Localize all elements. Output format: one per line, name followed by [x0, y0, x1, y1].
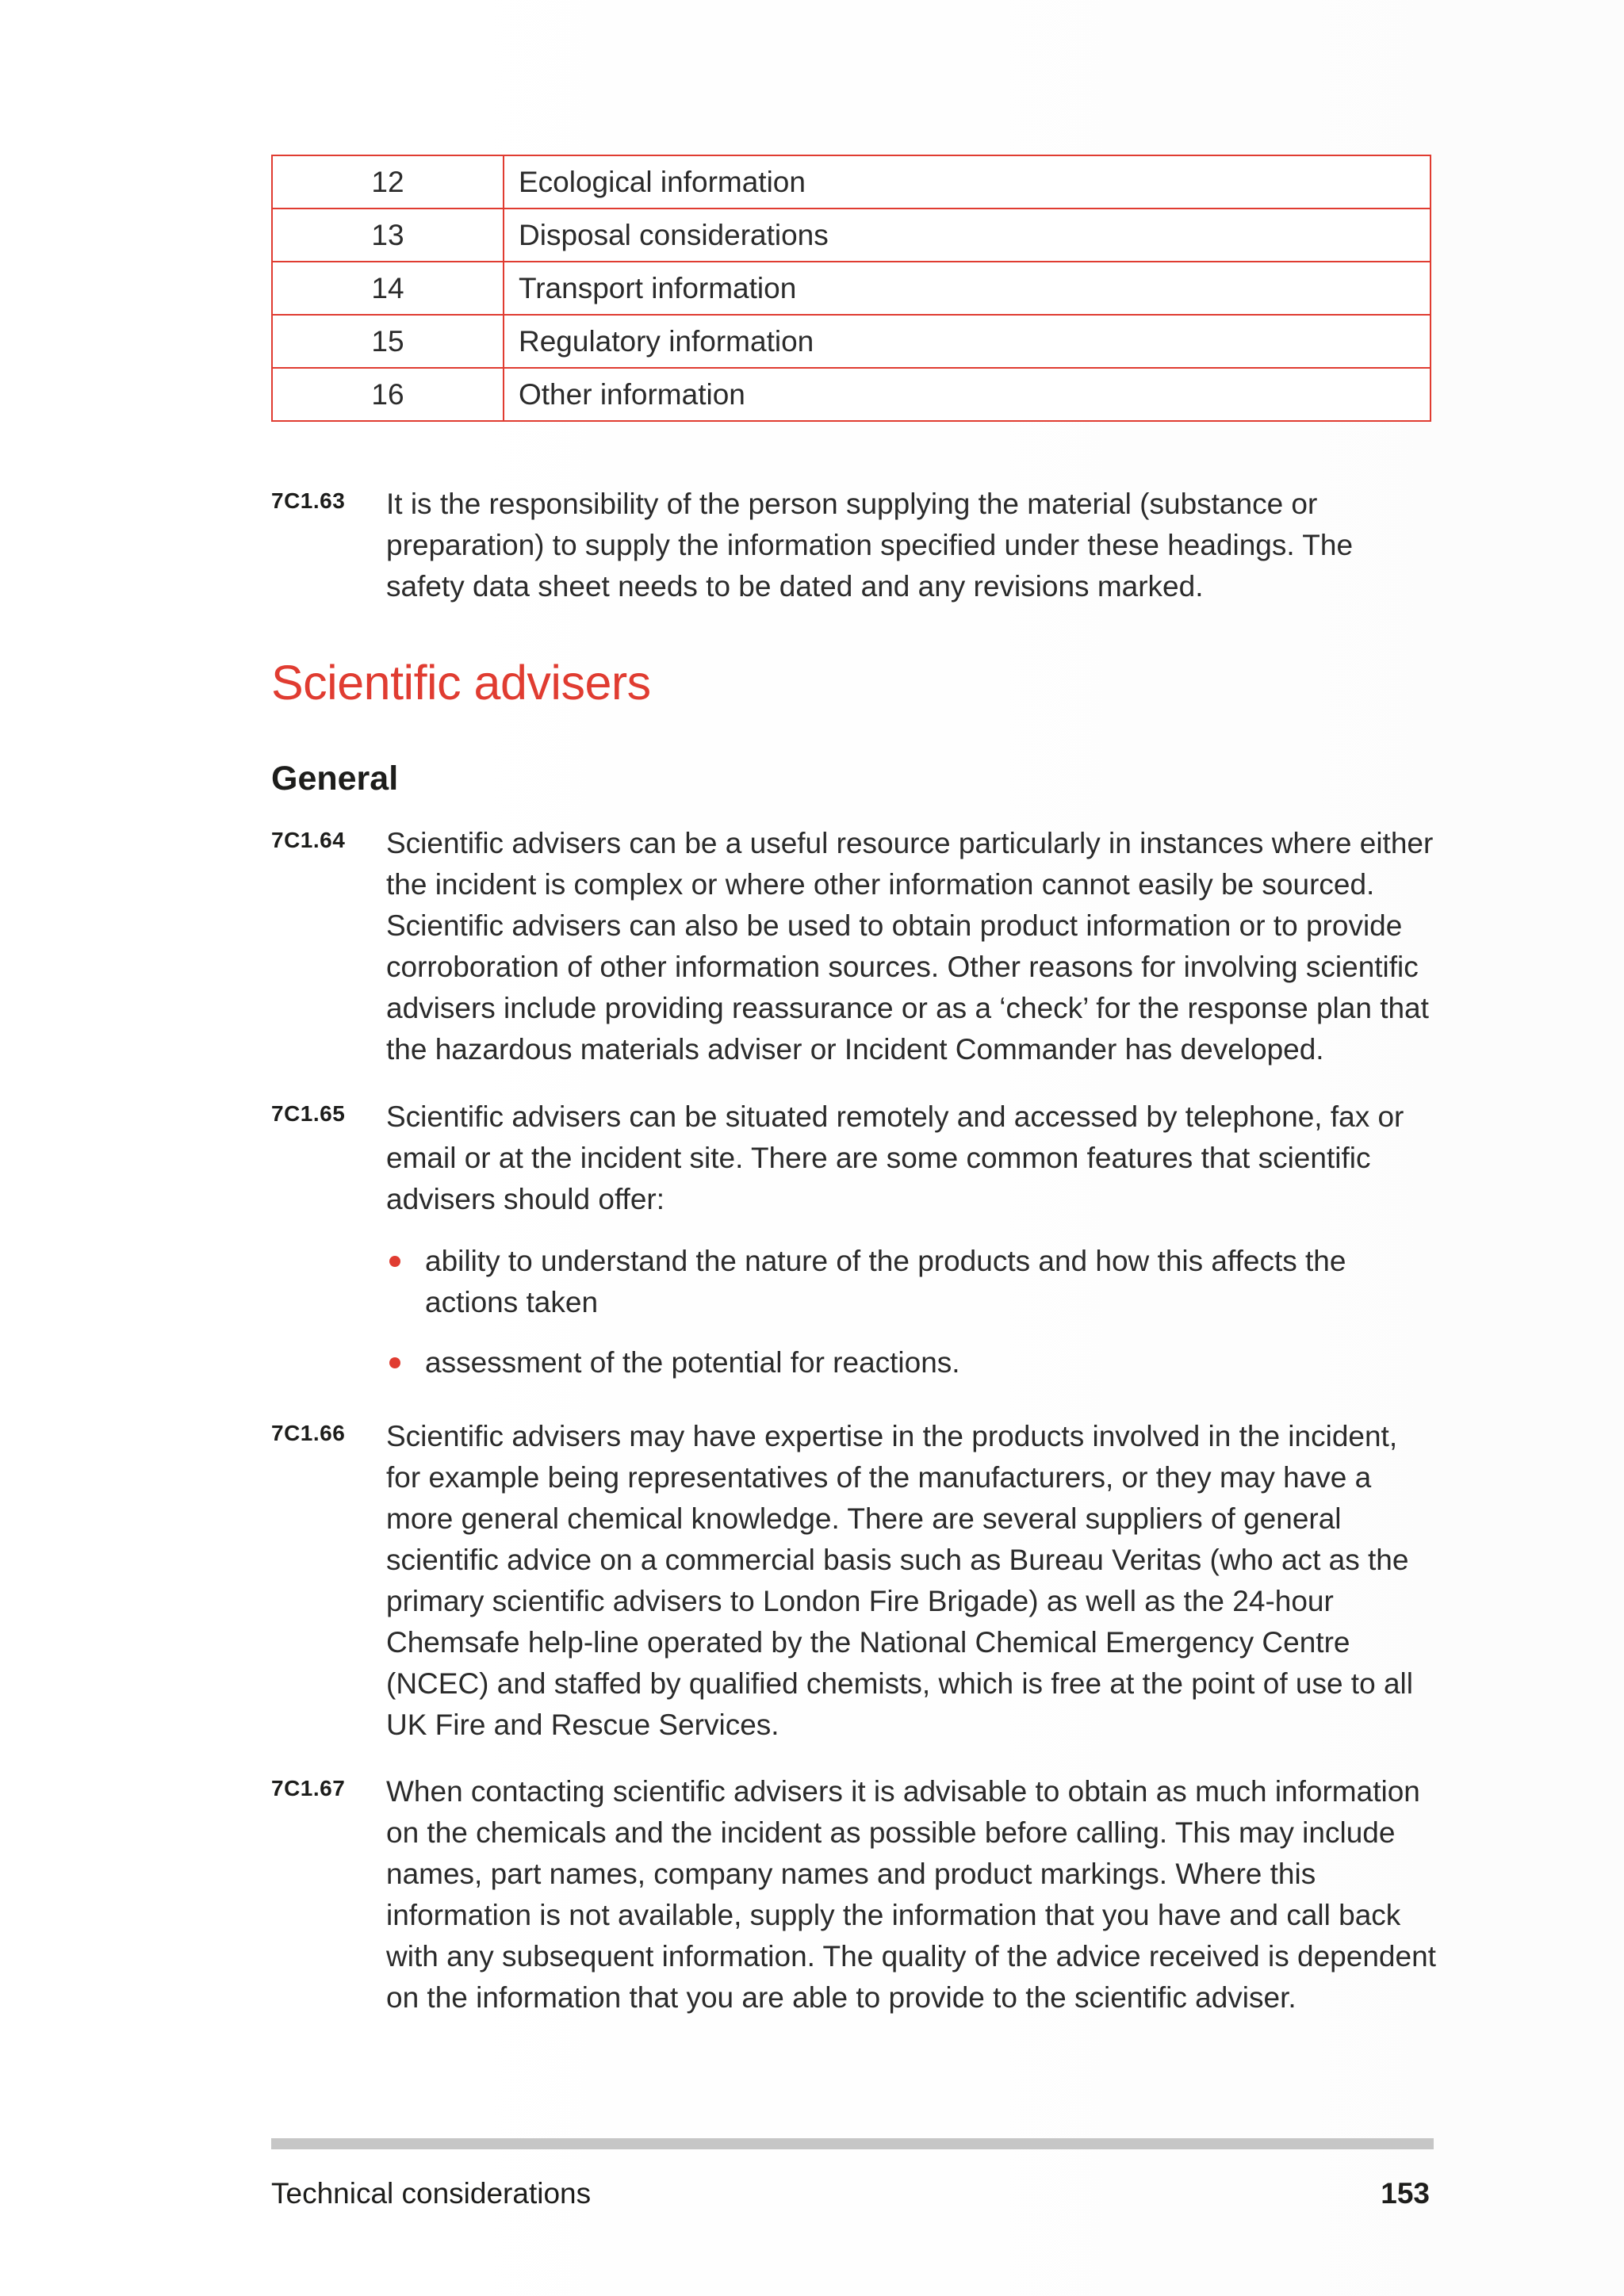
- table-cell-heading: Other information: [504, 368, 1431, 421]
- page-number: 153: [1381, 2177, 1430, 2210]
- paragraph-7c1-67: [271, 1771, 1437, 2019]
- paragraph-number: 7C1.64: [271, 828, 346, 852]
- table-row: [272, 209, 1431, 262]
- paragraph-7c1-63: [271, 484, 1437, 607]
- paragraph-text: Scientific advisers can be situated remotely and accessed by telephone, fax or email or at the incident site. There are some common features that scientific advisers should offer:: [386, 1100, 1404, 1215]
- footer-rule: [271, 2138, 1434, 2149]
- sds-headings-table: [271, 155, 1431, 422]
- table-cell-number: 16: [272, 368, 504, 421]
- table-row: [272, 315, 1431, 368]
- bullet-dot-icon: [389, 1357, 400, 1368]
- table-row: [272, 262, 1431, 315]
- paragraph-number: 7C1.67: [271, 1776, 346, 1800]
- table-cell-number: 12: [272, 155, 504, 209]
- list-item: [386, 1241, 1433, 1323]
- paragraph-text: Scientific advisers may have expertise in the products involved in the incident, for example being representatives of the manufacturers, or they may have a more general chemical knowledge. There are several suppliers of general scientific advice on a commercial basis such as Bureau Veritas (who act as the primary scientific advisers to London Fire Brigade) as well as the 24-hour Chemsafe help-line operated by the National Chemical Emergency Centre (NCEC) and staffed by qualified chemists, which is free at the point of use to all UK Fire and Rescue Services.: [386, 1420, 1413, 1741]
- list-item: [386, 1342, 1433, 1383]
- bullet-dot-icon: [389, 1256, 400, 1267]
- table-cell-heading: Ecological information: [504, 155, 1431, 209]
- paragraph-text: When contacting scientific advisers it is advisable to obtain as much information on the chemicals and the incident as possible before calling. This may include names, part names, company names and product markings. Where this information is not available, supply the information that you have and call back with any subsequent information. The quality of the advice received is dependent on the information that you are able to provide to the scientific adviser.: [386, 1775, 1436, 2014]
- paragraph-text: It is the responsibility of the person supplying the material (substance or preparation) to supply the information specified under these headings. The safety data sheet needs to be dated and any revisions marked.: [386, 488, 1354, 603]
- footer-section-name: Technical considerations: [271, 2177, 592, 2210]
- feature-bullet-list: [386, 1241, 1433, 1402]
- section-title: Scientific advisers: [271, 656, 651, 710]
- paragraph-7c1-65: [271, 1096, 1437, 1220]
- paragraph-7c1-66: [271, 1416, 1437, 1746]
- paragraph-7c1-64: [271, 823, 1437, 1070]
- paragraph-text: Scientific advisers can be a useful resource particularly in instances where either the incident is complex or where other information cannot easily be sourced. Scientific advisers can also be used to obtain product information or to provide corroboration of other information sources. Other reasons for involving scientific advisers include providing reassurance or as a ‘check’ for the response plan that the hazardous materials adviser or Incident Commander has developed.: [386, 827, 1434, 1066]
- list-item-text: assessment of the potential for reactions.: [425, 1346, 960, 1379]
- table-cell-number: 15: [272, 315, 504, 368]
- paragraph-number: 7C1.66: [271, 1421, 346, 1445]
- table-cell-heading: Transport information: [504, 262, 1431, 315]
- table-cell-heading: Regulatory information: [504, 315, 1431, 368]
- table-row: [272, 155, 1431, 209]
- table-cell-number: 14: [272, 262, 504, 315]
- table-cell-heading: Disposal considerations: [504, 209, 1431, 262]
- subsection-title: General: [271, 760, 399, 798]
- table-cell-number: 13: [272, 209, 504, 262]
- paragraph-number: 7C1.65: [271, 1101, 346, 1126]
- list-item-text: ability to understand the nature of the products and how this affects the actions taken: [425, 1245, 1346, 1318]
- table-row: [272, 368, 1431, 421]
- paragraph-number: 7C1.63: [271, 488, 346, 513]
